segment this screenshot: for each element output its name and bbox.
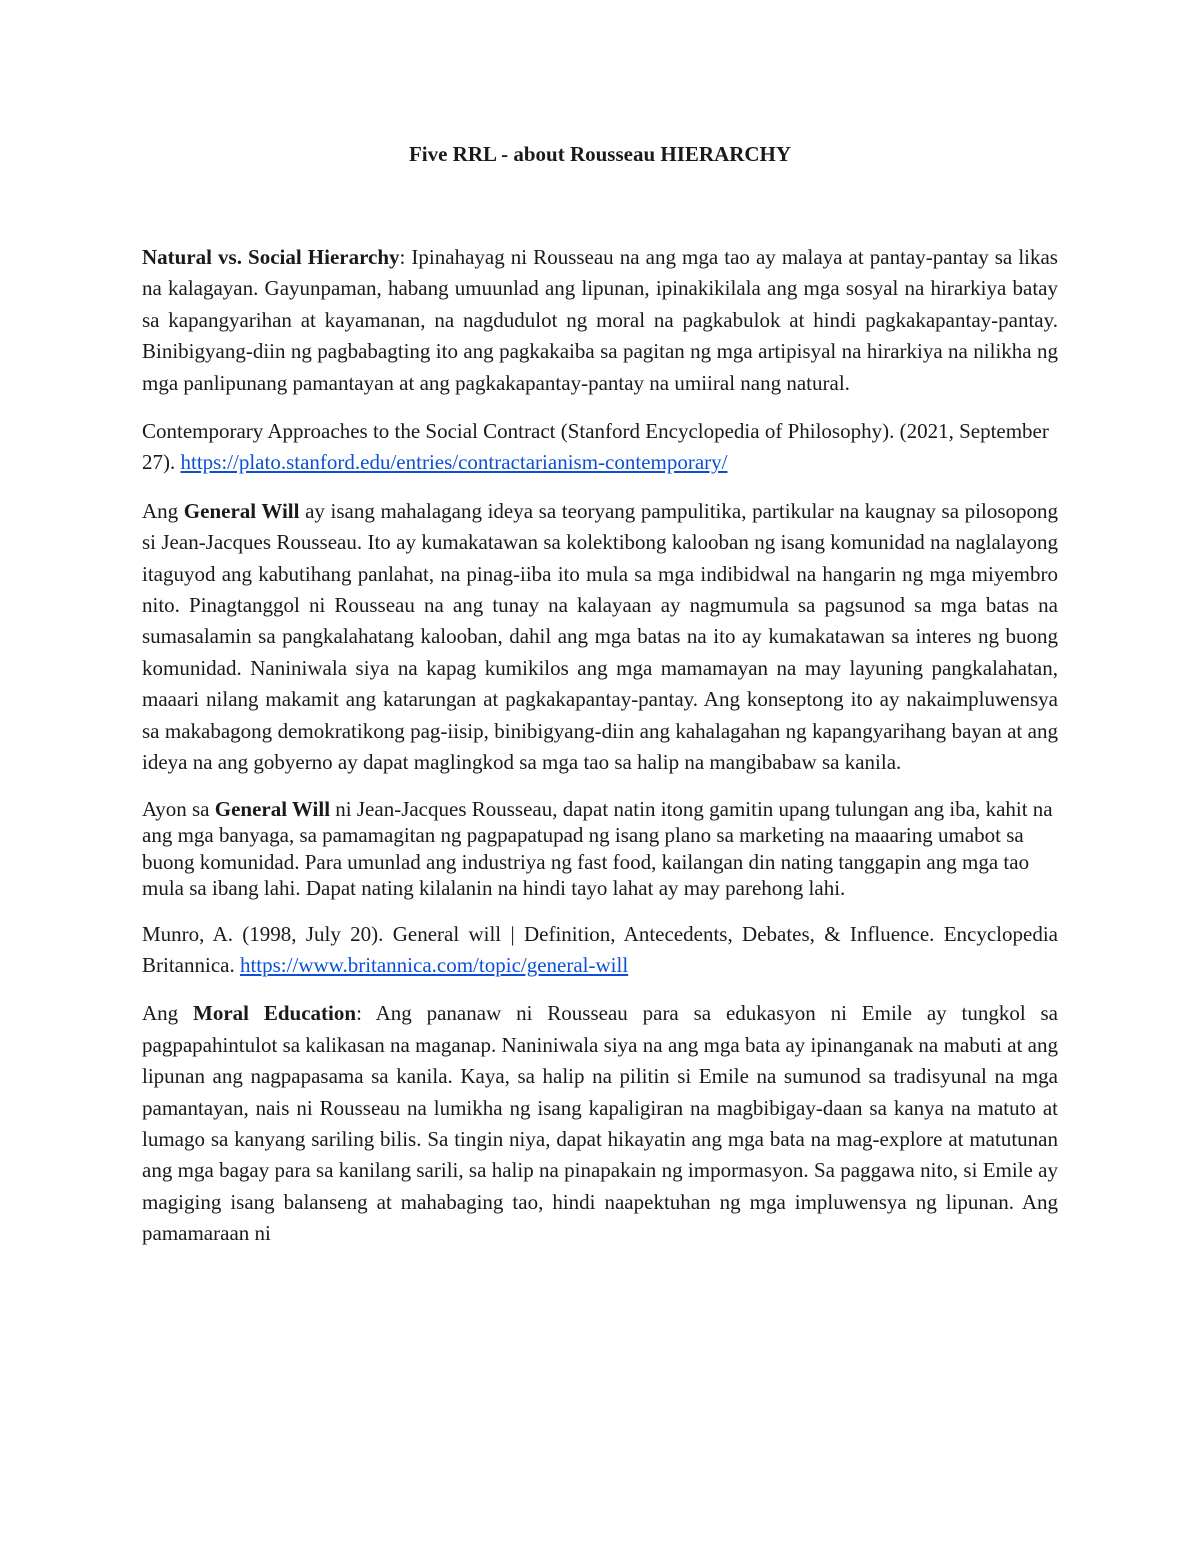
paragraph-natural-vs-social-hierarchy bbox=[142, 242, 1058, 399]
paragraph-moral-education bbox=[142, 998, 1058, 1249]
reference-stanford bbox=[142, 416, 1058, 479]
reference-link-stanford[interactable]: https://plato.stanford.edu/entries/contractarianism-contemporary/ bbox=[180, 450, 728, 475]
reference-link-britannica[interactable]: https://www.britannica.com/topic/general-will bbox=[239, 952, 629, 977]
paragraph-prefix: Ang bbox=[142, 498, 184, 523]
paragraph-text: : Ang pananaw ni Rousseau para sa edukasyon ni Emile ay tungkol sa pagpapahintulot sa kalikasan na maganap. Naniniwala siya na ang mga bata ay ipinanganak na mabuti at ang lipunan ang nagpapasama sa kanila. Kaya, sa halip na pilitin si Emile na sumunod sa tradisyunal na mga pamantayan, nais ni Rousseau na lumikha ng isang kapaligiran na magbibigay-daan sa kanya na matuto at lumago sa kanyang sariling bilis. Sa tingin niya, dapat hikayatin ang mga bata na mag-explore at matutunan ang mga bagay para sa kanilang sarili, sa halip na pinapakain ng impormasyon. Sa paggawa nito, si Emile ay magiging isang balanseng at mahabaging tao, hindi naapektuhan ng mga impluwensya ng lipunan. Ang pamamaraan ni bbox=[142, 1001, 1059, 1246]
paragraph-prefix: Ayon sa bbox=[142, 796, 215, 821]
reference-citation: Contemporary Approaches to the Social Contract (Stanford Encyclopedia of Philosophy). (2021, September 27). bbox=[142, 419, 1049, 475]
document-body bbox=[142, 242, 1058, 1250]
paragraph-text: ay isang mahalagang ideya sa teoryang pampulitika, partikular na kaugnay sa pilosopong si Jean-Jacques Rousseau. Ito ay kumakatawan sa kolektibong kalooban ng isang komunidad na naglalayong itaguyod ang kabutihang panlahat, na pinag-iiba ito mula sa mga indibidwal na hangarin ng mga miyembro nito. Pinagtanggol ni Rousseau na ang tunay na kalayaan ay nagmumula sa pagsunod sa mga batas na sumasalamin sa pangkalahatang kalooban, dahil ang mga batas na ito ay kumakatawan sa interes ng buong komunidad. Naniniwala siya na kapag kumikilos ang mga mamamayan na may layuning pangkalahatan, maaari nilang makamit ang katarungan at pagkakapantay-pantay. Ang konseptong ito ay nakaimpluwensya sa makabagong demokratikong pag-iisip, binibigyang-diin ang kahalagahan ng kapangyarihang bayan at ang ideya na ang gobyerno ay dapat maglingkod sa mga tao sa halip na mangibabaw sa kanila. bbox=[142, 498, 1059, 775]
paragraph-text: : Ipinahayag ni Rousseau na ang mga tao ay malaya at pantay-pantay sa likas na kalagayan. Gayunpaman, habang umuunlad ang lipunan, ipinakikilala ang mga sosyal na hirarkiya batay sa kapangyarihan at kayamanan, na nagdudulot ng moral na pagkabulok at hindi pagkakapantay-pantay. Binibigyang-diin ng pagbabagting ito ang pagkakaiba sa pagitan ng mga artipisyal na hirarkiya na nilikha ng mga panlipunang pamantayan at ang pagkakapantay-pantay na umiiral nang natural. bbox=[142, 245, 1058, 395]
paragraph-general-will-marketing bbox=[142, 796, 1058, 902]
paragraph-general-will bbox=[142, 496, 1058, 779]
document-title: Five RRL - about Rousseau HIERARCHY bbox=[408, 142, 792, 166]
term-moral-education: Moral Education bbox=[193, 1001, 357, 1026]
reference-citation: Munro, A. (1998, July 20). General will | Definition, Antecedents, Debates, & Influence. Encyclopedia Britannica. bbox=[142, 921, 1058, 977]
term-general-will: General Will bbox=[183, 498, 300, 523]
term-natural-vs-social-hierarchy: Natural vs. Social Hierarchy bbox=[142, 245, 400, 269]
paragraph-prefix: Ang bbox=[142, 1001, 194, 1026]
term-general-will: General Will bbox=[214, 796, 331, 821]
paragraph-text: ni Jean-Jacques Rousseau, dapat natin itong gamitin upang tulungan ang iba, kahit na ang mga banyaga, sa pamamagitan ng pagpapatupad ng isang plano sa marketing na maaaring umabot sa buong komunidad. Para umunlad ang industriya ng fast food, kailangan din nating tanggapin ang mga tao mula sa ibang lahi. Dapat nating kilalanin na hindi tayo lahat ay may parehong lahi. bbox=[142, 796, 1053, 900]
reference-britannica bbox=[142, 919, 1058, 982]
